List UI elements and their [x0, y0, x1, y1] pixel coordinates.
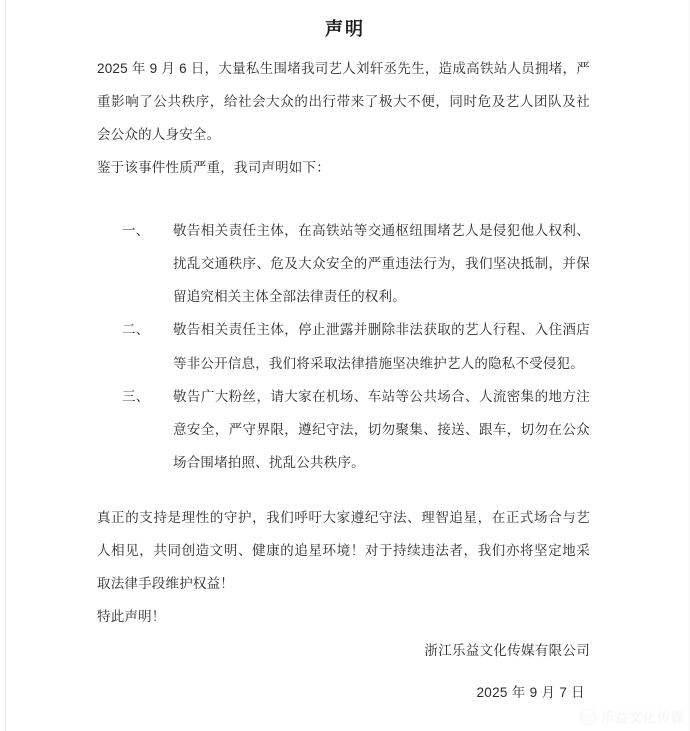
- list-item-marker: 三、: [122, 388, 150, 404]
- list-item-text: 敬告相关责任主体，在高铁站等交通枢纽围堵艺人是侵犯他人权利、扰乱交通秩序、危及大众安全的严重违法行为，我们坚决抵制，并保留追究相关主体全部法律责任的权利。: [173, 223, 590, 305]
- intro-paragraph-1: 2025 年 9 月 6 日，大量私生围堵我司艺人刘轩丞先生，造成高铁站人员拥堵，严重影响了公共秩序，给社会大众的出行带来了极大不便，同时危及艺人团队及社会公众的人身安全。: [97, 61, 590, 143]
- list-item-text: 敬告相关责任主体，停止泄露并删除非法获取的艺人行程、入住酒店等非公开信息，我们将采取法律措施坚决维护艺人的隐私不受侵犯。: [173, 322, 590, 371]
- watermark-text: 乐益文化传媒: [600, 710, 685, 725]
- weibo-logo-icon: [580, 709, 596, 725]
- signature-date: 2025 年 9 月 7 日: [476, 684, 585, 700]
- closing-paragraph-1: 真正的支持是理性的守护，我们呼吁大家遵纪守法、理智追星，在正式场合与艺人相见，共同创造文明、健康的追星环境！对于持续违法者，我们亦将坚定地采取法律手段维护权益！: [97, 509, 590, 591]
- list-item: [122, 214, 590, 313]
- closing-paragraph-2: 特此声明！: [97, 608, 166, 624]
- list-item-marker: 二、: [122, 322, 150, 338]
- closing-block: [97, 501, 590, 633]
- signature-block: [330, 640, 590, 703]
- document-body: [97, 52, 590, 633]
- list-item: [122, 380, 590, 479]
- intro-paragraph-2: 鉴于该事件性质严重，我司声明如下：: [97, 160, 330, 176]
- company-name: 浙江乐益文化传媒有限公司: [424, 643, 590, 658]
- list-item-text: 敬告广大粉丝，请大家在机场、车站等公共场合、人流密集的地方注意安全，严守界限，遵纪守法，切勿聚集、接送、跟车，切勿在公众场合围堵拍照、扰乱公共秩序。: [173, 388, 590, 470]
- list-item: [122, 313, 590, 379]
- list-item-marker: 一、: [122, 223, 150, 239]
- statement-list: [97, 214, 590, 479]
- page-title: 声明: [325, 19, 365, 39]
- watermark: [580, 707, 685, 726]
